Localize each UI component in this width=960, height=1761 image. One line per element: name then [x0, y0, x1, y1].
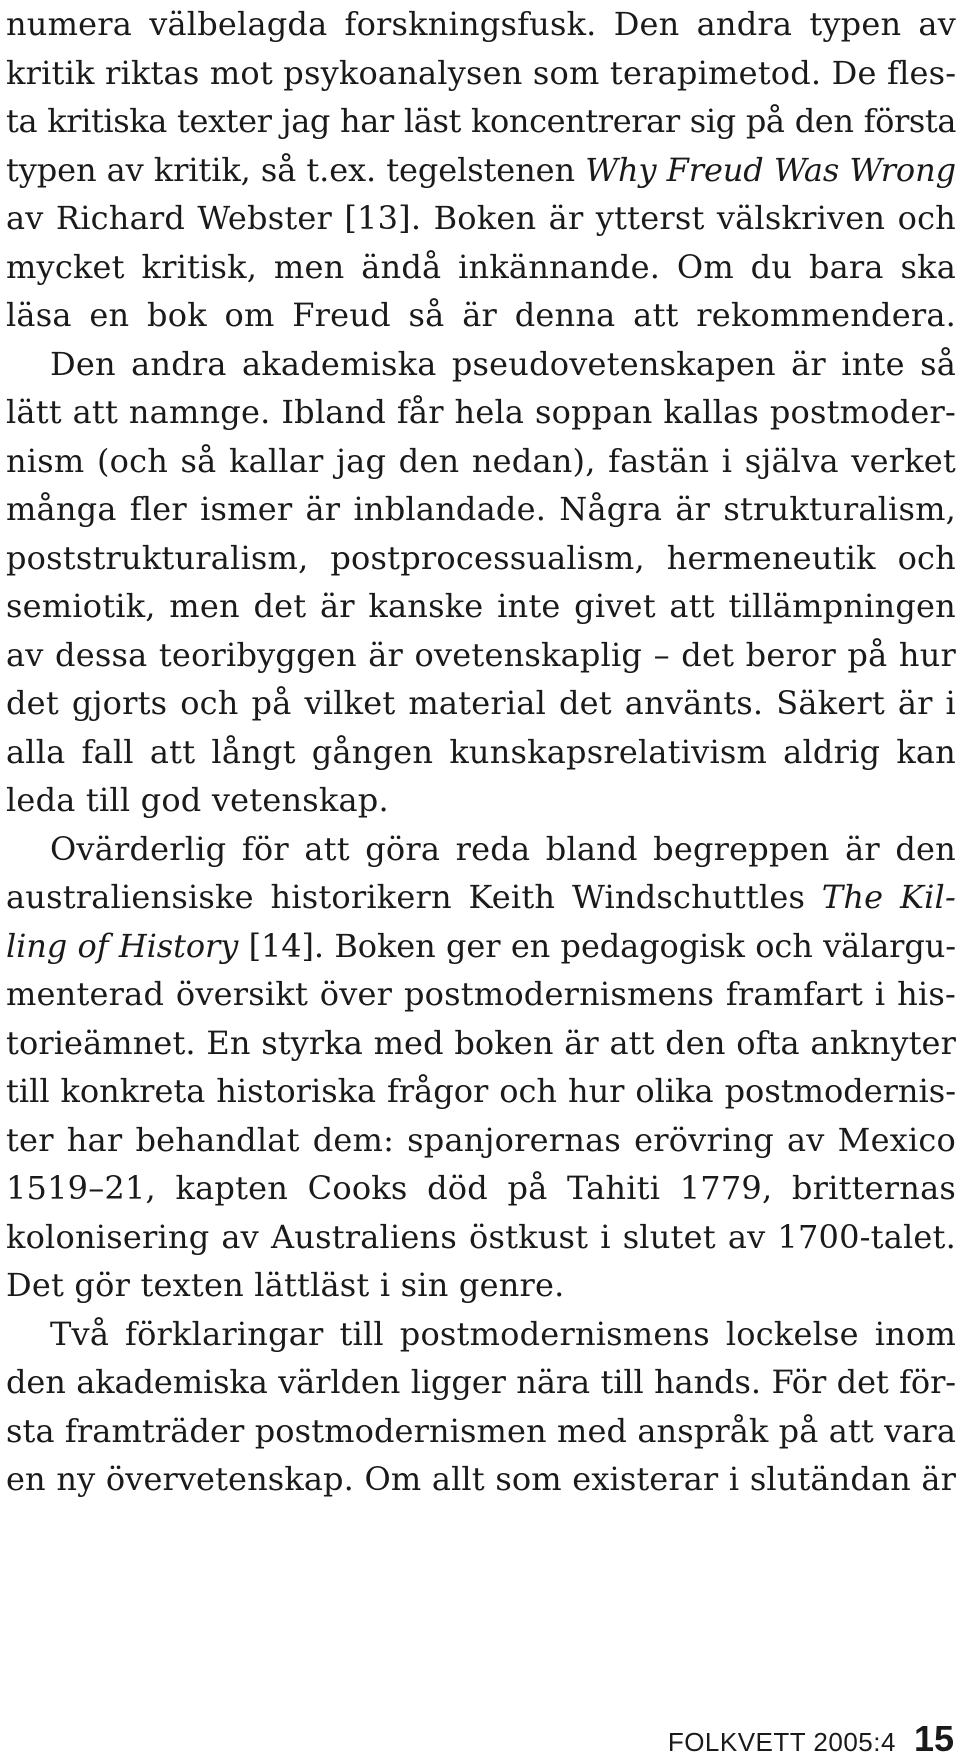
text-run: semiotik, men det är kanske inte givet att tillämpningen — [6, 587, 956, 625]
text-run: mycket kritisk, men ändå inkännande. Om du bara ska — [6, 247, 956, 286]
text-run: nism (och så kallar jag den nedan), fastän i själva verket — [6, 441, 956, 480]
paragraph — [6, 1310, 956, 1504]
text-line — [6, 388, 956, 437]
text-line — [6, 728, 956, 777]
text-line — [6, 1310, 956, 1359]
text-run: alla fall att långt gången kunskapsrelativism aldrig kan — [6, 732, 956, 771]
text-run: lätt att namnge. Ibland får hela soppan kallas postmoder- — [6, 393, 956, 431]
text-line — [6, 970, 956, 1019]
text-run: numera välbelagda forskningsfusk. Den andra typen av — [6, 5, 956, 43]
text-line — [6, 194, 956, 243]
text-line — [6, 776, 956, 825]
text-line — [6, 922, 956, 971]
text-line — [6, 582, 956, 631]
text-run: poststrukturalism, postprocessualism, hermeneutik och — [6, 538, 956, 577]
text-line — [6, 291, 956, 340]
text-line — [6, 534, 956, 583]
text-line — [6, 1261, 956, 1310]
page-footer — [668, 1718, 954, 1760]
text-line — [6, 679, 956, 728]
text-line — [6, 97, 956, 146]
text-line — [6, 243, 956, 292]
italic-title: The Kil- — [821, 878, 956, 916]
paragraph — [6, 340, 956, 825]
text-line — [6, 1358, 956, 1407]
text-line — [6, 825, 956, 874]
page-number: 15 — [913, 1718, 954, 1759]
text-line — [6, 873, 956, 922]
text-line — [6, 631, 956, 680]
text-run: sta framträder postmodernismen med anspråk på att vara — [6, 1411, 957, 1450]
text-run: Två förklaringar till postmodernismens lockelse inom — [50, 1314, 956, 1353]
text-line — [6, 1116, 956, 1165]
text-line — [6, 1407, 956, 1456]
article-body — [6, 0, 956, 1504]
text-run: Ovärderlig för att göra reda bland begreppen är den — [50, 829, 956, 868]
text-run: många fler ismer är inblandade. Några är strukturalism, — [6, 490, 956, 528]
text-line — [6, 1455, 956, 1504]
text-run: typen av kritik, så t.ex. tegelstenen — [6, 150, 586, 189]
text-line — [6, 340, 956, 389]
italic-title: ling of History — [6, 926, 239, 965]
text-run: till konkreta historiska frågor och hur olika postmodernis- — [6, 1072, 956, 1110]
text-line — [6, 1067, 956, 1116]
text-run: den akademiska världen ligger nära till hands. För det för- — [6, 1363, 956, 1401]
text-line — [6, 437, 956, 486]
text-run: av dessa teoribyggen är ovetenskaplig – det beror på hur — [6, 635, 956, 674]
text-run: leda till god vetenskap. — [6, 781, 389, 819]
text-run: australiensiske historikern Keith Windschuttles — [6, 878, 822, 916]
text-line — [6, 1164, 956, 1213]
text-run: torieämnet. En styrka med boken är att den ofta anknyter — [6, 1023, 956, 1062]
text-line — [6, 49, 956, 98]
italic-title: Why Freud Was Wrong — [585, 150, 956, 189]
text-run: det gjorts och på vilket material det använts. Säkert är i — [6, 684, 956, 722]
paragraph — [6, 825, 956, 1310]
journal-issue: FOLKVETT 2005:4 — [667, 1727, 896, 1757]
text-line — [6, 1019, 956, 1068]
text-run: 1519–21, kapten Cooks död på Tahiti 1779, britternas — [6, 1169, 956, 1207]
text-run: Det gör texten lättläst i sin genre. — [6, 1266, 565, 1304]
text-run: läsa en bok om Freud så är denna att rekommendera. — [6, 296, 956, 334]
text-line — [6, 1213, 956, 1262]
paragraph — [6, 0, 956, 340]
text-run: Den andra akademiska pseudovetenskapen är inte så — [50, 344, 956, 383]
text-line — [6, 485, 956, 534]
text-line — [6, 146, 956, 195]
text-line — [6, 0, 956, 49]
text-run: ter har behandlat dem: spanjorernas erövring av Mexico — [6, 1120, 956, 1159]
text-run: ta kritiska texter jag har läst koncentrerar sig på den första — [6, 102, 956, 140]
text-run: [14]. Boken ger en pedagogisk och välargu- — [238, 926, 956, 965]
text-run: kolonisering av Australiens östkust i slutet av 1700-talet. — [6, 1217, 956, 1256]
text-run: av Richard Webster [13]. Boken är ytterst välskriven och — [6, 199, 956, 237]
text-run: en ny övervetenskap. Om allt som existerar i slutändan är — [6, 1460, 956, 1498]
text-run: menterad översikt över postmodernismens framfart i his- — [6, 975, 956, 1013]
text-run: kritik riktas mot psykoanalysen som terapimetod. De fles- — [6, 53, 957, 92]
